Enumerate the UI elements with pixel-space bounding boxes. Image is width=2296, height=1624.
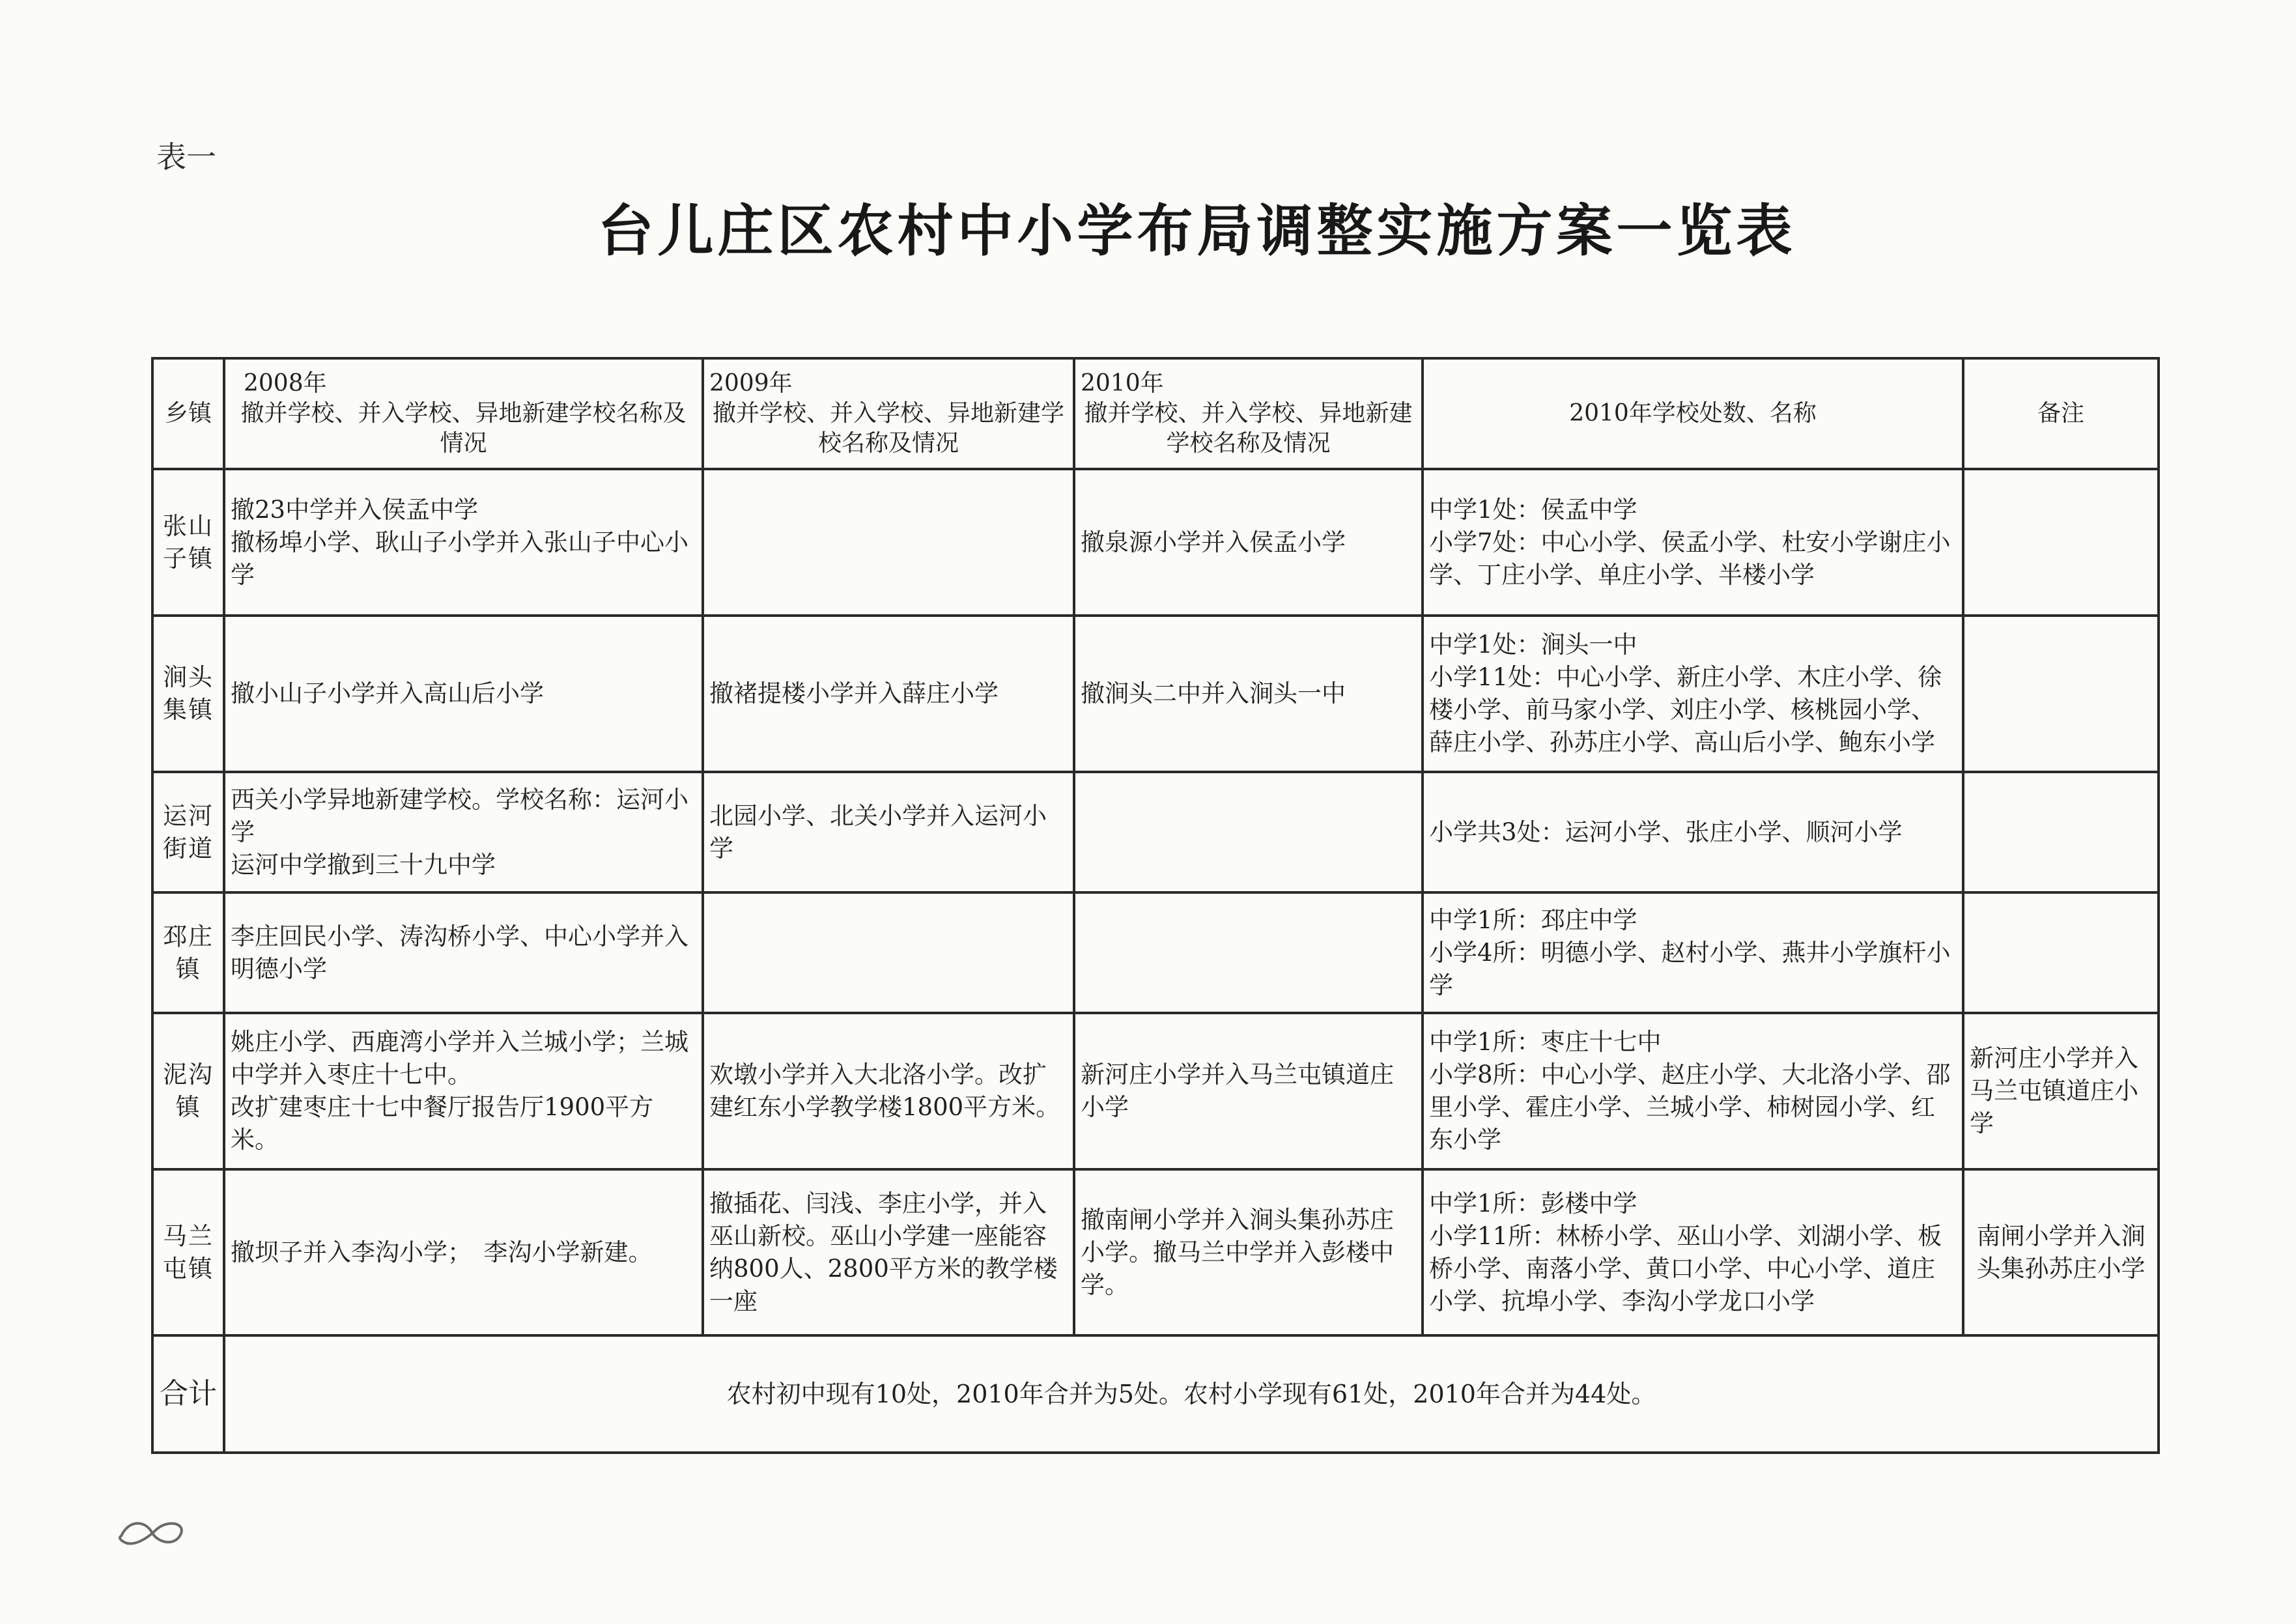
cell-2009 xyxy=(703,892,1074,1013)
header-2010-year: 2010年 xyxy=(1081,370,1164,397)
cell-schools-2010 xyxy=(1423,892,1963,1013)
cell-2008-line: 撤小山子小学并入高山后小学 xyxy=(231,679,544,707)
cell-remarks: 新河庄小学并入马兰屯镇道庄小学 xyxy=(1963,1013,2159,1169)
town-cell: 泥沟镇 xyxy=(152,1013,224,1169)
plan-table xyxy=(151,357,2160,1454)
table-header-row xyxy=(152,358,2159,469)
page-title: 台儿庄区农村中小学布局调整实施方案一览表 xyxy=(597,198,1796,264)
town-cell: 张山子镇 xyxy=(152,469,224,616)
cell-2008-line: 西关小学异地新建学校。学校名称：运河小学 xyxy=(231,785,688,846)
table-row xyxy=(152,616,2159,772)
cell-schools-2010 xyxy=(1423,616,1963,772)
cell-schools-2010 xyxy=(1423,1169,1963,1335)
total-row xyxy=(152,1335,2159,1453)
town-cell: 涧头集镇 xyxy=(152,616,224,772)
header-2010-desc: 撤并学校、并入学校、异地新建学校名称及情况 xyxy=(1084,400,1413,457)
cell-2010: 新河庄小学并入马兰屯镇道庄小学 xyxy=(1074,1013,1423,1169)
header-2009-year: 2009年 xyxy=(709,370,793,397)
cell-2008 xyxy=(224,616,703,772)
table-row xyxy=(152,469,2159,616)
cell-2008-line: 撤杨埠小学、耿山子小学并入张山子中心小学 xyxy=(231,528,688,589)
cell-2009: 撤插花、闫浅、李庄小学，并入巫山新校。巫山小学建一座能容纳800人、2800平方米的教学楼一座 xyxy=(703,1169,1074,1335)
cell-schools-line: 小学4所：明德小学、赵村小学、燕井小学旗杆小学 xyxy=(1429,938,1951,999)
town-cell: 马兰屯镇 xyxy=(152,1169,224,1335)
cell-schools-line: 中学1所：邳庄中学 xyxy=(1429,905,1637,934)
header-2008-year: 2008年 xyxy=(244,370,327,397)
cell-2008-line: 李庄回民小学、涛沟桥小学、中心小学并入明德小学 xyxy=(231,922,688,983)
header-2010 xyxy=(1074,358,1423,469)
handwritten-mark xyxy=(116,1513,188,1552)
cell-2008-line: 撤23中学并入侯孟中学 xyxy=(231,495,479,524)
header-town: 乡镇 xyxy=(152,358,224,469)
cell-2009: 撤褚提楼小学并入薛庄小学 xyxy=(703,616,1074,772)
cell-schools-line: 中学1处：侯孟中学 xyxy=(1429,495,1637,524)
cell-2009: 欢墩小学并入大北洛小学。改扩建红东小学教学楼1800平方米。 xyxy=(703,1013,1074,1169)
cell-remarks: 南闸小学并入涧头集孙苏庄小学 xyxy=(1963,1169,2159,1335)
cell-schools-line: 中学1处：涧头一中 xyxy=(1429,631,1637,659)
table-row xyxy=(152,772,2159,892)
header-schools-2010: 2010年学校处数、名称 xyxy=(1423,358,1963,469)
cell-2008 xyxy=(224,1013,703,1169)
cell-schools-line: 中学1所：彭楼中学 xyxy=(1429,1189,1637,1218)
cell-schools-line: 小学11处：中心小学、新庄小学、木庄小学、徐楼小学、前马家小学、刘庄小学、核桃园小学、薛庄小学、孙苏庄小学、高山后小学、鲍东小学 xyxy=(1429,663,1942,756)
cell-schools-line: 小学11所：林桥小学、巫山小学、刘湖小学、板桥小学、南落小学、黄口小学、中心小学、道庄小学、抗埠小学、李沟小学龙口小学 xyxy=(1429,1221,1942,1315)
cell-2009: 北园小学、北关小学并入运河小学 xyxy=(703,772,1074,892)
cell-remarks xyxy=(1963,469,2159,616)
cell-2008 xyxy=(224,892,703,1013)
cell-schools-line: 小学7处：中心小学、侯孟小学、杜安小学谢庄小学、丁庄小学、单庄小学、半楼小学 xyxy=(1429,528,1951,589)
cell-schools-2010 xyxy=(1423,469,1963,616)
total-text: 农村初中现有10处，2010年合并为5处。农村小学现有61处，2010年合并为44处。 xyxy=(224,1335,2159,1453)
cell-schools-line: 小学8所：中心小学、赵庄小学、大北洛小学、邵里小学、霍庄小学、兰城小学、柿树园小学、红东小学 xyxy=(1429,1061,1951,1154)
table-row xyxy=(152,1169,2159,1335)
cell-2009 xyxy=(703,469,1074,616)
cell-2008-line: 撤坝子并入李沟小学； 李沟小学新建。 xyxy=(231,1238,653,1266)
town-cell: 邳庄镇 xyxy=(152,892,224,1013)
cell-schools-line: 中学1所：枣庄十七中 xyxy=(1429,1028,1662,1056)
cell-2010 xyxy=(1074,892,1423,1013)
plan-table-container xyxy=(151,357,2157,1454)
cell-2008 xyxy=(224,772,703,892)
cell-2008-line: 运河中学撤到三十九中学 xyxy=(231,850,496,879)
town-cell: 运河街道 xyxy=(152,772,224,892)
header-2008-desc: 撤并学校、并入学校、异地新建学校名称及情况 xyxy=(240,400,687,457)
header-2009 xyxy=(703,358,1074,469)
page-label: 表一 xyxy=(156,139,216,175)
cell-schools-2010 xyxy=(1423,1013,1963,1169)
header-2008 xyxy=(224,358,703,469)
cell-2008-line: 改扩建枣庄十七中餐厅报告厅1900平方米。 xyxy=(231,1093,654,1154)
cell-2008-line: 姚庄小学、西鹿湾小学并入兰城小学；兰城中学并入枣庄十七中。 xyxy=(231,1028,688,1089)
cell-2010: 撤南闸小学并入涧头集孙苏庄小学。撤马兰中学并入彭楼中学。 xyxy=(1074,1169,1423,1335)
cell-remarks xyxy=(1963,616,2159,772)
cell-2008 xyxy=(224,469,703,616)
header-remarks: 备注 xyxy=(1963,358,2159,469)
cell-2010: 撤涧头二中并入涧头一中 xyxy=(1074,616,1423,772)
table-row xyxy=(152,892,2159,1013)
cell-remarks xyxy=(1963,772,2159,892)
header-2009-desc: 撤并学校、并入学校、异地新建学校名称及情况 xyxy=(712,400,1064,457)
table-row xyxy=(152,1013,2159,1169)
total-label: 合计 xyxy=(152,1335,224,1453)
cell-remarks xyxy=(1963,892,2159,1013)
cell-2010 xyxy=(1074,772,1423,892)
cell-2008 xyxy=(224,1169,703,1335)
cell-schools-line: 小学共3处：运河小学、张庄小学、顺河小学 xyxy=(1429,818,1903,846)
cell-schools-2010 xyxy=(1423,772,1963,892)
cell-2010: 撤泉源小学并入侯孟小学 xyxy=(1074,469,1423,616)
